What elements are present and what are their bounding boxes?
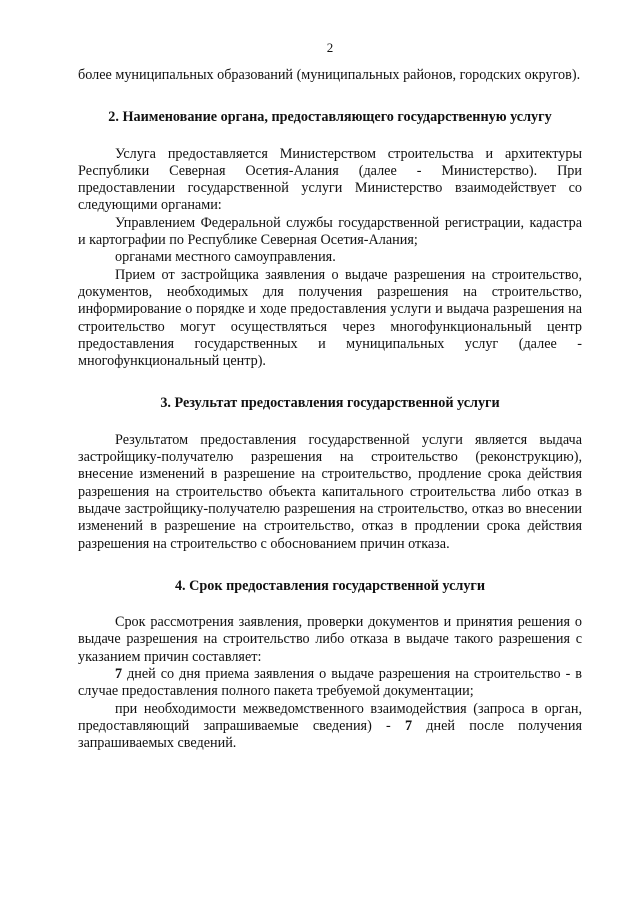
paragraph-text: при необходимости межведомственного взаимодействия (запроса в орган, предоставляющий запрашиваемые сведения) - [78, 700, 582, 734]
section-4-paragraph [78, 666, 582, 701]
paragraph-text: дней со дня приема заявления о выдаче разрешения на строительство - в случае предоставления полного пакета требуемой документации; [78, 666, 582, 700]
section-4-paragraph [78, 701, 582, 753]
intro-paragraph: более муниципальных образований (муниципальных районов, городских округов). [78, 67, 581, 83]
page-number: 2 [326, 40, 334, 55]
section-3-paragraph: Результатом предоставления государственной услуги является выдача застройщику-получателю разрешения на строительство (реконструкцию), внесение изменений в разрешение на строительство, продление срока действия разрешения на строительство объекта капитального строительства либо отказ в выдаче застройщику-получателю разрешения на строительство, отказ во внесении изменений в разрешение на строительство, отказ в продлении срока действия разрешения на строительство с обоснованием причин отказа. [78, 431, 582, 552]
section-2-paragraph: Прием от застройщика заявления о выдаче разрешения на строительство, документов, необходимых для получения разрешения на строительство, информирование о порядке и ходе предоставления услуги и выдача разрешения на строительство могут осуществляться через многофункциональный центр предоставления государственных и муниципальных услуг (далее - многофункциональный центр). [78, 266, 582, 370]
paragraph-text: дней после получения запрашиваемых сведений. [78, 717, 582, 752]
bold-number: 7 [404, 717, 413, 734]
section-4-heading: 4. Срок предоставления государственной услуги [174, 577, 486, 594]
section-4-paragraph: Срок рассмотрения заявления, проверки документов и принятия решения о выдаче разрешения на строительство либо отказа в выдаче такого разрешения с указанием причин составляет: [78, 614, 582, 665]
section-2-paragraph: Услуга предоставляется Министерством строительства и архитектуры Республики Северная Осетия-Алания (далее - Министерство). При предоставлении государственной услуги Министерство взаимодействует со следующими органами: [78, 145, 582, 214]
section-2-paragraph: Управлением Федеральной службы государственной регистрации, кадастра и картографии по Республике Северная Осетия-Алания; [78, 214, 582, 249]
section-2-paragraph: органами местного самоуправления. [115, 249, 336, 266]
bold-number: 7 [115, 666, 123, 683]
section-3-heading: 3. Результат предоставления государственной услуги [160, 395, 500, 412]
document-content [78, 67, 582, 753]
section-2-heading: 2. Наименование органа, предоставляющего государственную услугу [108, 109, 552, 126]
